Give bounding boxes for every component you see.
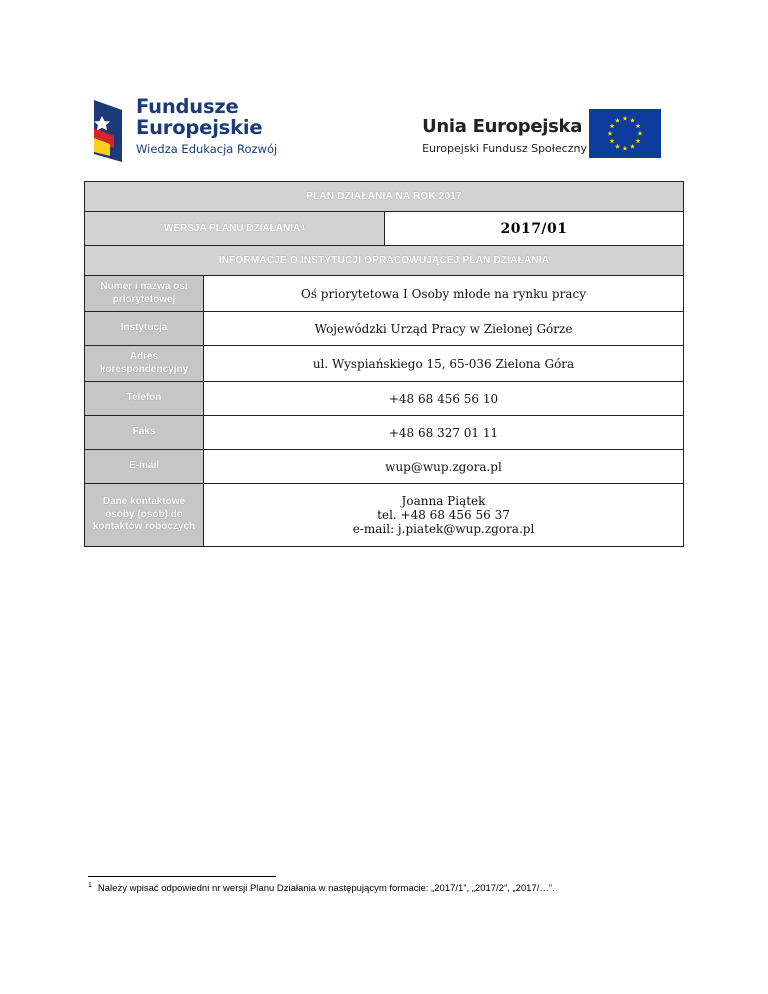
row-label: Adres korespondencyjny — [85, 346, 204, 381]
table-row — [85, 276, 683, 312]
footnote-divider — [88, 876, 276, 877]
table-title-row — [85, 182, 683, 212]
table-row — [85, 346, 683, 382]
contact-phone: tel. +48 68 456 56 37 — [377, 508, 510, 522]
footnote-text: Należy wpisać odpowiedni nr wersji Planu Działania w następującym formacie: „2017/1”, „2017/2”, „2017/…”. — [97, 883, 555, 895]
row-label: Faks — [85, 416, 204, 449]
version-footnote-ref: 1 — [301, 225, 306, 232]
row-value: Oś priorytetowa I Osoby młode na rynku pracy — [301, 286, 586, 301]
row-value: Wojewódzki Urząd Pracy w Zielonej Górze — [314, 321, 573, 336]
fe-title-line2: Europejskie — [136, 116, 263, 139]
table-row — [85, 484, 683, 546]
contact-name: Joanna Piątek — [401, 494, 486, 508]
fe-title-line1: Fundusze — [136, 95, 239, 118]
row-label: E-mail — [85, 450, 204, 483]
contact-person-value — [204, 484, 683, 546]
row-value: +48 68 327 01 11 — [388, 425, 499, 440]
footnote-ref: 1 — [88, 882, 92, 889]
table-title: PLAN DZIAŁANIA NA ROK 2017 — [306, 191, 462, 202]
version-label-cell — [85, 212, 385, 245]
row-value: wup@wup.zgora.pl — [385, 459, 502, 474]
row-label: Instytucja — [85, 312, 204, 345]
table-row — [85, 450, 683, 484]
row-value: +48 68 456 56 10 — [388, 391, 499, 406]
contact-email: e-mail: j.piatek@wup.zgora.pl — [352, 522, 535, 536]
action-plan-table — [84, 181, 684, 547]
row-label: Telefon — [85, 382, 204, 415]
row-value: ul. Wyspiańskiego 15, 65-036 Zielona Góra — [312, 356, 575, 371]
table-row — [85, 312, 683, 346]
row-label: Numer i nazwa osi priorytetowej — [85, 276, 204, 311]
section-header-row — [85, 246, 683, 276]
version-label: WERSJA PLANU DZIAŁANIA — [163, 223, 301, 234]
eu-title: Unia Europejska — [422, 116, 583, 137]
fundusze-europejskie-logo — [88, 95, 278, 168]
section-header: INFORMACJE O INSTYTUCJI OPRACOWUJĄCEJ PLAN DZIAŁANIA — [218, 255, 550, 266]
version-value: 2017/01 — [500, 220, 568, 237]
table-row — [85, 382, 683, 416]
fe-star-flag-icon — [88, 98, 128, 162]
footnote — [88, 882, 555, 894]
eu-subtitle: Europejski Fundusz Społeczny — [422, 142, 587, 155]
row-label: Dane kontaktowe osoby (osób) do kontaktów roboczych — [85, 484, 204, 546]
table-row — [85, 416, 683, 450]
fe-subtitle: Wiedza Edukacja Rozwój — [136, 142, 278, 156]
version-row — [85, 212, 683, 246]
eu-flag-icon — [589, 109, 661, 158]
